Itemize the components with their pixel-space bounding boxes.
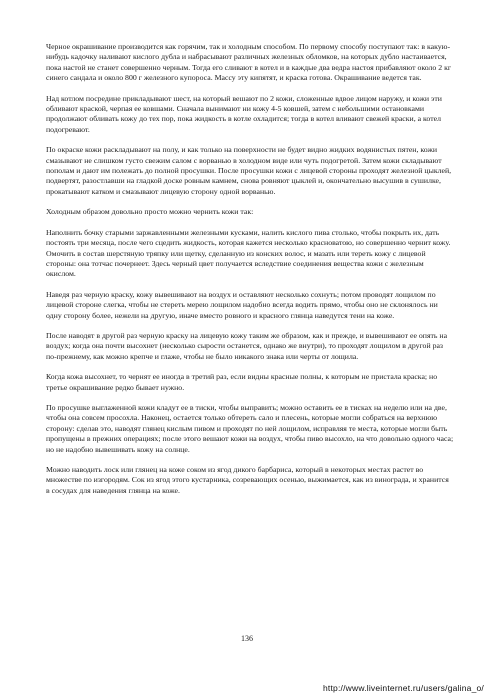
paragraph: Можно наводить лоск или глянец на коже соком из ягод дикого барбариса, который в некоторых местах растет во множестве по изгородям. Сок из ягод этого кустарника, созревающих осенью, выжимается, как из винограда, и хранится в сосудах для наведения глянца на коже. <box>46 465 449 495</box>
paragraph: После наводят в другой раз черную краску на лицевую кожу таким же образом, как и прежде, и вывешивают ее опять на воздух; когда она почти высохнет (несколько сырости останется, однако же внутри), то проходят лощилом в другой раз по-прежнему, как можно крепче и глаже, чтобы не было никакого знака или черты от лощила. <box>46 330 448 361</box>
paragraph: По окраске кожи раскладывают на полу, и как только на поверхности не будет видно жидких водянистых пятен, кожи смазывают не слишком густо свежим салом с ворванью в холодном виде или чуть подогретой. Затем кожи складывают пополам и дают им полежать до полной просушки. После просушки кожи с лицевой стороны проходят железной цыклей, подвертят, разостлавши на гладкой доске ровным камнем, снова ровняют цыклей и, окончательно высушив в сушилке, прокатывают катком и смазывают лицевую сторону одной ворванью. <box>46 145 452 196</box>
document-body <box>46 42 454 506</box>
paragraph: Холодным образом довольно просто можно чернить кожи так: <box>46 207 254 217</box>
paragraph: Когда кожа высохнет, то чернят ее иногда в третий раз, если видны красные полны, к которым не пристала краска; но третье окрашивание редко бывает нужно. <box>46 372 438 392</box>
page-number: 136 <box>241 634 253 643</box>
footer-url-watermark: http://www.liveinternet.ru/users/galina_o/ <box>322 683 484 693</box>
paragraph: Наполнить бочку старыми заржавленными железными кусками, налить кислого пива столько, чтобы покрыть их, дать постоять три месяца, после чего сцедить жидкость, которая кажется несколько красноватою, но совершенно чернит кожу. Омочить в состав шерстяную тряпку или щетку, сделанную из конских волос, и мазать или тереть кожу с лицевой стороны: она тотчас почернеет. Здесь черный цвет получается вследствие соединения вещества кожи с железным окислом. <box>46 227 451 279</box>
paragraph: Наведя раз черную краску, кожу вывешивают на воздух и оставляют несколько сохнуть; потом проводят лощилом по лицевой стороне слегка, чтобы не стереть мерею лощилом надобно всегда водить прямо, чтобы оно не склонялось ни одну сторону более, нежели на другую, иначе вместо ровного и красного глянца наведутся тени на коже. <box>46 289 438 320</box>
paragraph: Черное окрашивание производится как горячим, так и холодным способом. По первому способу поступают так: в какую-нибудь кадочку наливают кислого дубла и набрасывают различных железных обломков, на которых дубло настаивается, пока настой не станет совершенно черным. Тогда его сливают в котел и в каждые два ведра настоя прибавляют около 2 кг синего сандала и около 800 г железного купороса. Массу эту кипятят, и краска готова. Окрашивание ведется так. <box>46 42 452 83</box>
paragraph: Над котлом посредине прикладывают шест, на который вешают по 2 кожи, сложенные вдвое лицом наружу, и кожи эти обливают краской, черпая ее ковшами. Сначала вынимают ни кожу 4-5 ковшей, затем с небольшими остановками продолжают обливать кожу до тех пор, пока жидкость в котле охладится; тогда в котел вливают свежей краски, а котел подогревают. <box>46 93 442 134</box>
paragraph: По просушке выглаженной кожи кладут ее в тиски, чтобы выправить; можно оставить ее в тисках на неделю или на две, чтобы она совсем просохла. Наконец, остается только обтереть сало и плесень, которые могли собраться на верхнюю сторону: сделав это, наводят глянец кислым пивом и проходят по ней лощилом, исправляя те места, которые могли быть пропущены в прежних операциях; после этого вешают кожи на воздух, чтобы пиво высохло, на что довольно одного часа; но не надобно вывешивать кожу на солнце. <box>46 402 454 454</box>
